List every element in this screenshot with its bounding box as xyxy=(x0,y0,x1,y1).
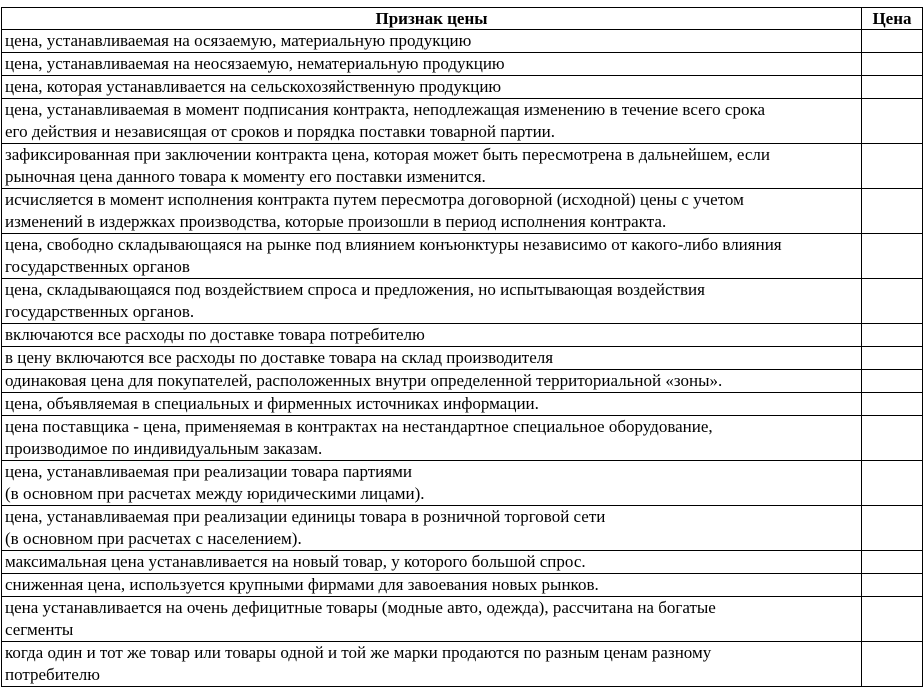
table-row xyxy=(2,461,923,506)
feature-cell: сниженная цена, используется крупными фирмами для завоевания новых рынков. xyxy=(2,574,862,597)
table-row xyxy=(2,347,923,370)
table-row xyxy=(2,574,923,597)
table-row xyxy=(2,189,923,234)
feature-cell: цена, свободно складывающаяся на рынке под влиянием конъюнктуры независимо от какого-либо влияния государственных органов xyxy=(2,234,862,279)
table-row xyxy=(2,234,923,279)
feature-cell: когда один и тот же товар или товары одной и той же марки продаются по разным ценам разному потребителю xyxy=(2,642,862,687)
feature-cell: включаются все расходы по доставке товара потребителю xyxy=(2,324,862,347)
price-cell[interactable] xyxy=(862,30,923,53)
feature-cell: цена, складывающаяся под воздействием спроса и предложения, но испытывающая воздействия государственных органов. xyxy=(2,279,862,324)
feature-cell: цена, устанавливаемая при реализации товара партиями (в основном при расчетах между юридическими лицами). xyxy=(2,461,862,506)
price-cell[interactable] xyxy=(862,99,923,144)
header-feature: Признак цены xyxy=(2,8,862,30)
price-cell[interactable] xyxy=(862,189,923,234)
table-row xyxy=(2,53,923,76)
table-row xyxy=(2,324,923,347)
price-cell[interactable] xyxy=(862,416,923,461)
price-cell[interactable] xyxy=(862,76,923,99)
table-row xyxy=(2,551,923,574)
feature-cell: цена, устанавливаемая на осязаемую, материальную продукцию xyxy=(2,30,862,53)
feature-cell: цена, устанавливаемая в момент подписания контракта, неподлежащая изменению в течение всего срока его действия и независящая от сроков и порядка поставки товарной партии. xyxy=(2,99,862,144)
price-cell[interactable] xyxy=(862,551,923,574)
table-row xyxy=(2,597,923,642)
price-cell[interactable] xyxy=(862,597,923,642)
table-row xyxy=(2,416,923,461)
feature-cell: максимальная цена устанавливается на новый товар, у которого большой спрос. xyxy=(2,551,862,574)
price-cell[interactable] xyxy=(862,234,923,279)
feature-cell: зафиксированная при заключении контракта цена, которая может быть пересмотрена в дальнейшем, если рыночная цена данного товара к моменту его поставки изменится. xyxy=(2,144,862,189)
price-cell[interactable] xyxy=(862,324,923,347)
table-row xyxy=(2,370,923,393)
feature-cell: цена, устанавливаемая при реализации единицы товара в розничной торговой сети (в основном при расчетах с населением). xyxy=(2,506,862,551)
feature-cell: цена поставщика - цена, применяемая в контрактах на нестандартное специальное оборудование, производимое по индивидуальным заказам. xyxy=(2,416,862,461)
header-price: Цена xyxy=(862,8,923,30)
feature-cell: исчисляется в момент исполнения контракта путем пересмотра договорной (исходной) цены с учетом изменений в издержках производства, которые произошли в период исполнения контракта. xyxy=(2,189,862,234)
feature-cell: в цену включаются все расходы по доставке товара на склад производителя xyxy=(2,347,862,370)
table-row xyxy=(2,144,923,189)
price-cell[interactable] xyxy=(862,574,923,597)
feature-cell: цена, которая устанавливается на сельскохозяйственную продукцию xyxy=(2,76,862,99)
feature-cell: одинаковая цена для покупателей, расположенных внутри определенной территориальной «зоны». xyxy=(2,370,862,393)
table-header-row xyxy=(2,8,923,30)
table-row xyxy=(2,393,923,416)
table-row xyxy=(2,279,923,324)
table-row xyxy=(2,76,923,99)
feature-cell: цена, объявляемая в специальных и фирменных источниках информации. xyxy=(2,393,862,416)
price-cell[interactable] xyxy=(862,53,923,76)
price-features-table xyxy=(1,7,923,687)
feature-cell: цена устанавливается на очень дефицитные товары (модные авто, одежда), рассчитана на богатые сегменты xyxy=(2,597,862,642)
price-cell[interactable] xyxy=(862,461,923,506)
table-row xyxy=(2,30,923,53)
table-row xyxy=(2,99,923,144)
table-row xyxy=(2,642,923,687)
price-cell[interactable] xyxy=(862,144,923,189)
price-cell[interactable] xyxy=(862,370,923,393)
price-cell[interactable] xyxy=(862,393,923,416)
price-cell[interactable] xyxy=(862,642,923,687)
feature-cell: цена, устанавливаемая на неосязаемую, нематериальную продукцию xyxy=(2,53,862,76)
price-cell[interactable] xyxy=(862,506,923,551)
price-cell[interactable] xyxy=(862,347,923,370)
price-cell[interactable] xyxy=(862,279,923,324)
table-row xyxy=(2,506,923,551)
